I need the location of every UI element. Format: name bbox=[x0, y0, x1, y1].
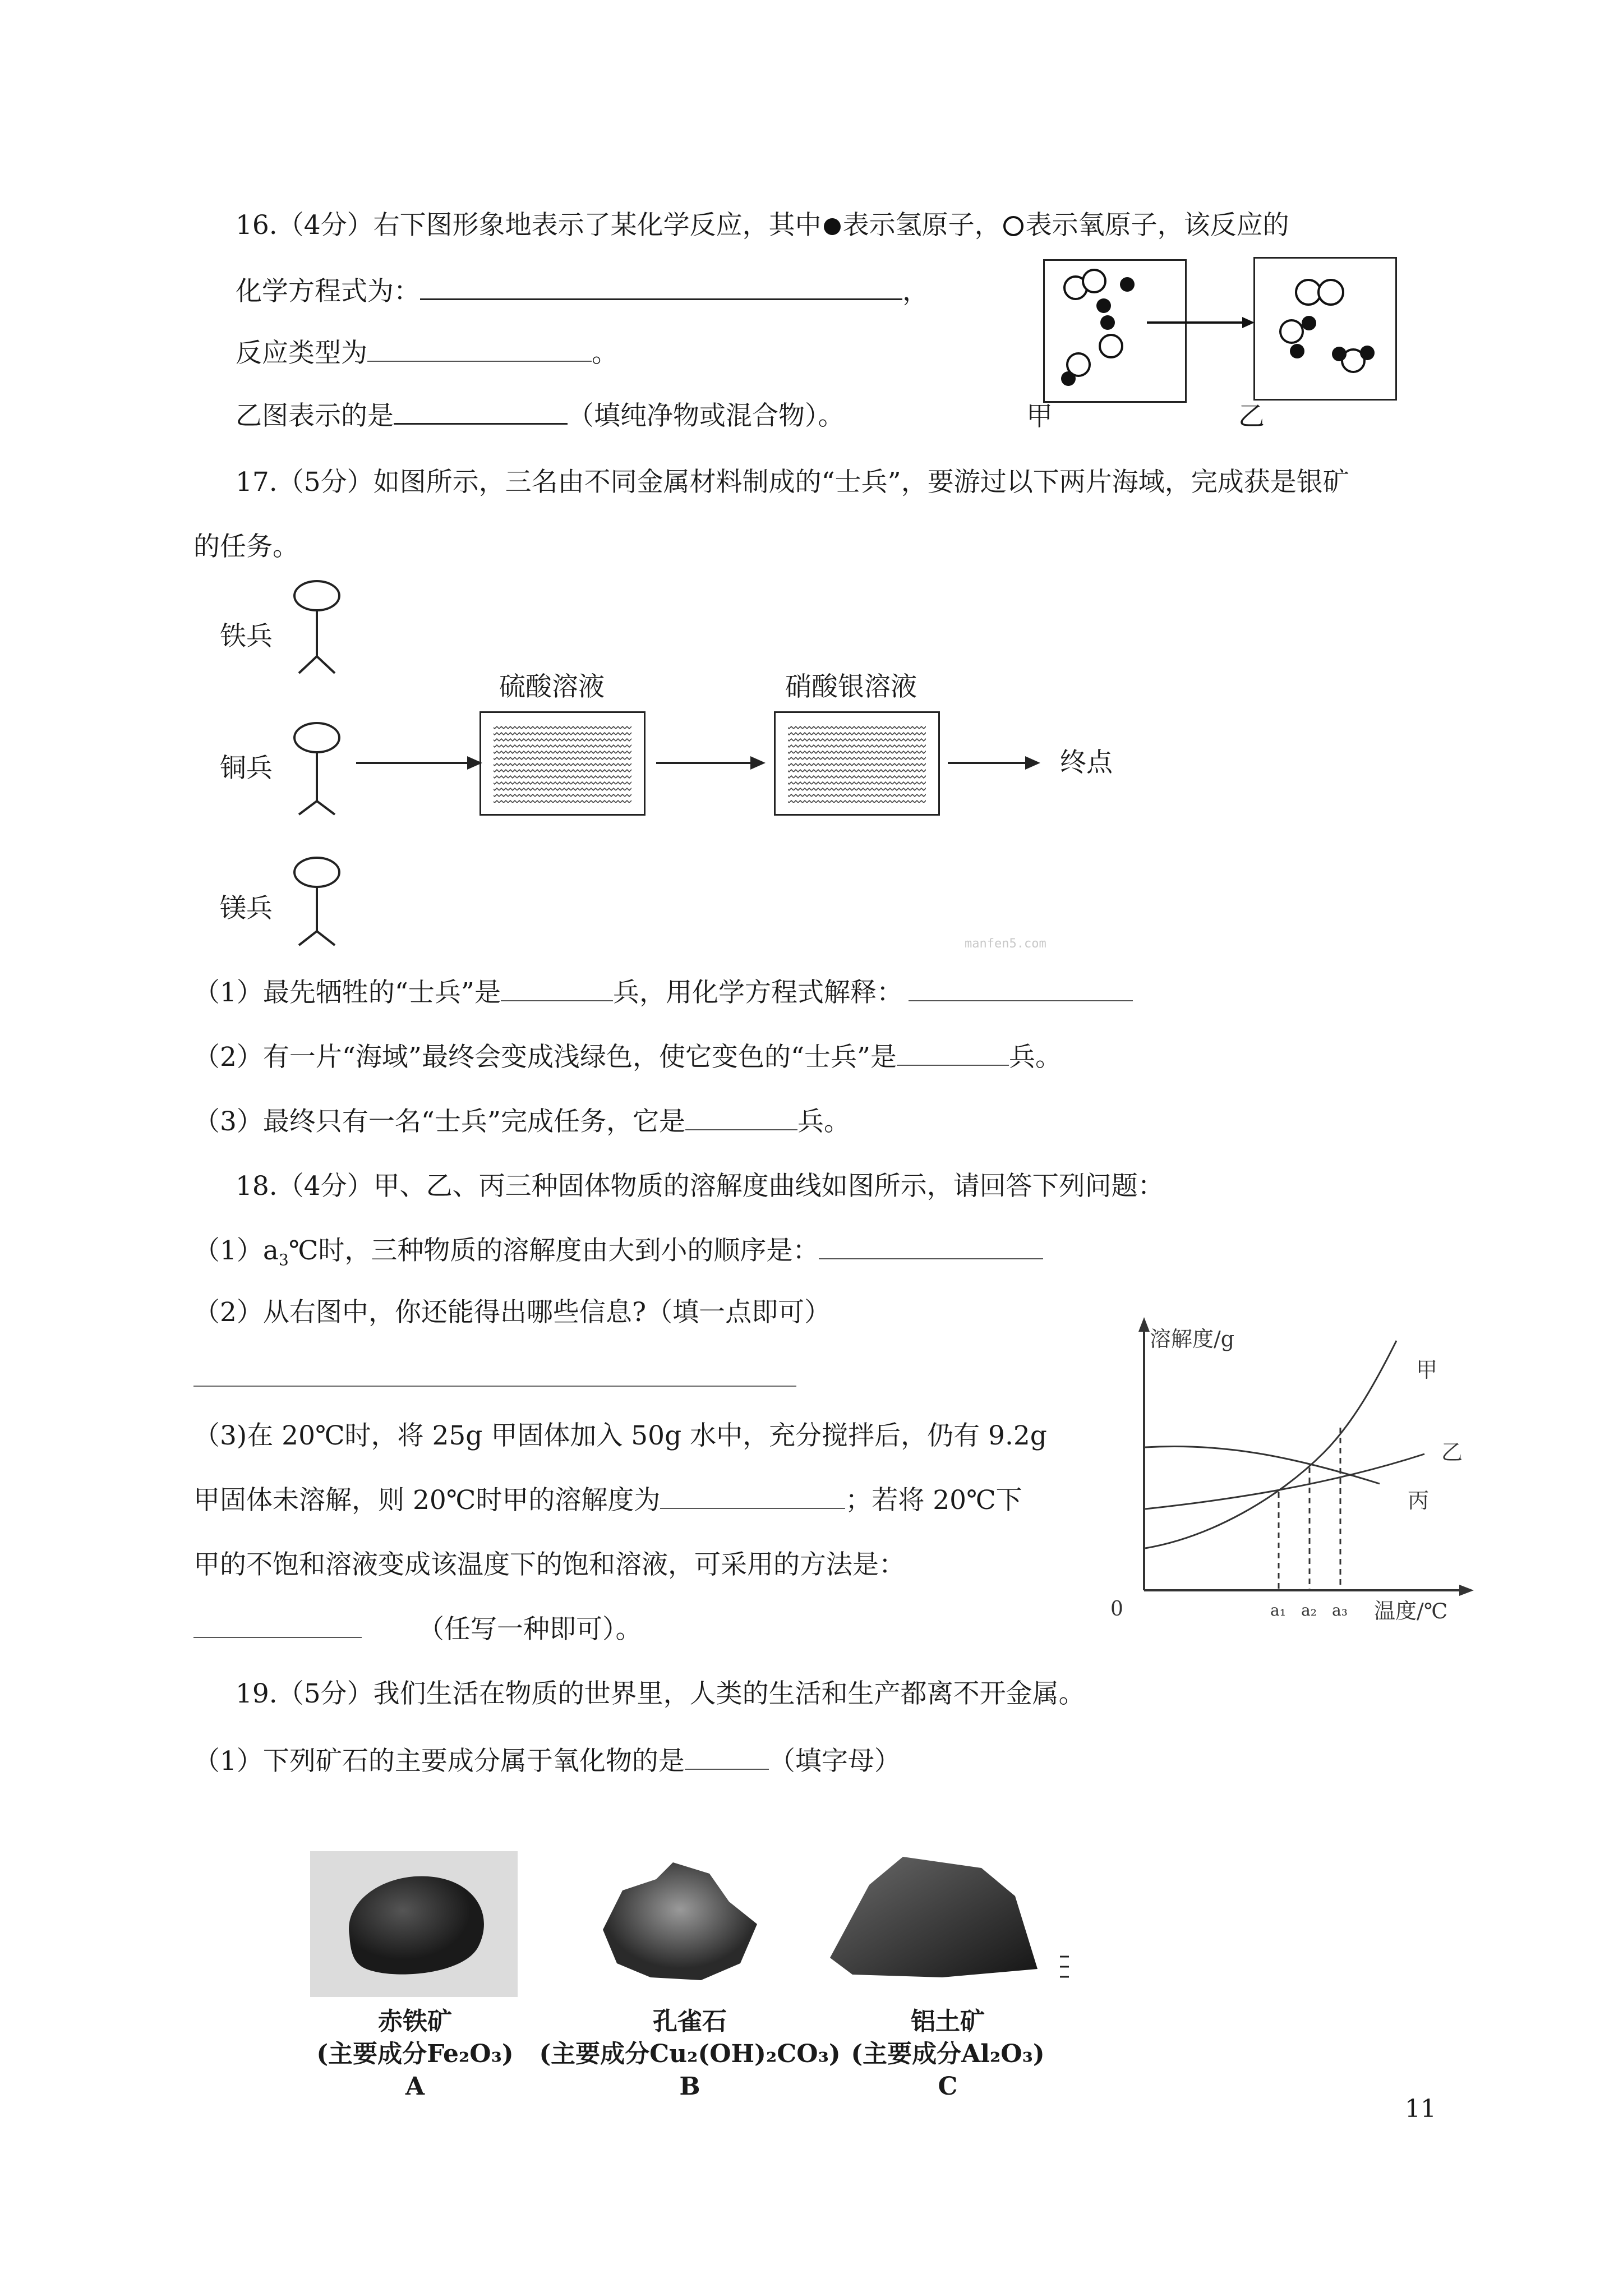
soldier-iron-figure bbox=[294, 581, 339, 610]
malachite-photo bbox=[589, 1857, 768, 1997]
bauxite-photo bbox=[819, 1846, 1054, 1997]
oxide-answer-blank[interactable] bbox=[685, 1746, 769, 1770]
q19-line1: 19.（5分）我们生活在物质的世界里，人类的生活和生产都离不开金属。 bbox=[236, 1678, 1085, 1709]
sea2-label: 硝酸银溶液 bbox=[785, 671, 917, 702]
q18-sub2: （2）从右图中，你还能得出哪些信息?（填一点即可） bbox=[193, 1297, 831, 1328]
curve-label-bing: 丙 bbox=[1408, 1488, 1430, 1513]
product-box-yi bbox=[1253, 257, 1397, 401]
mineral-c-caption: 铝土矿 (主要成分Al₂O₃) C bbox=[851, 2007, 1045, 2101]
crop-marks bbox=[1060, 1952, 1071, 1986]
tick-a3: a₃ bbox=[1332, 1601, 1348, 1619]
stick-figures bbox=[289, 578, 356, 948]
curve-yi bbox=[1145, 1446, 1380, 1484]
page-number: 11 bbox=[1405, 2095, 1436, 2123]
curve-bing bbox=[1145, 1454, 1424, 1509]
q18-sub3-l1: （3)在 20℃时，将 25g 甲固体加入 50g 水中，充分搅拌后，仍有 9.2g bbox=[193, 1420, 1047, 1451]
tick-a1: a₁ bbox=[1270, 1601, 1286, 1619]
equation-blank[interactable] bbox=[420, 276, 902, 300]
hydrogen-atom-icon bbox=[824, 218, 841, 235]
method-blank[interactable] bbox=[193, 1614, 362, 1638]
solubility-blank[interactable] bbox=[660, 1485, 845, 1509]
q16-line4: 乙图表示的是 （填纯净物或混合物）。 bbox=[236, 401, 845, 431]
q19-sub1: （1）下列矿石的主要成分属于氧化物的是 （填字母） bbox=[193, 1746, 901, 1777]
q16-line1: 16.（4分）右下图形象地表示了某化学反应，其中 表示氢原子， 表示氧原子，该反应的 bbox=[236, 210, 1289, 241]
sea1-label: 硫酸溶液 bbox=[499, 671, 605, 702]
q18-sub3-l3: 甲的不饱和溶液变成该温度下的饱和溶液，可采用的方法是： bbox=[193, 1549, 905, 1580]
equation-blank-17[interactable] bbox=[909, 978, 1133, 1001]
graph-xlabel: 温度/℃ bbox=[1374, 1599, 1448, 1623]
label-jia: 甲 bbox=[1026, 401, 1053, 432]
q17-line2: 的任务。 bbox=[193, 531, 299, 562]
product-molecules bbox=[1255, 259, 1395, 399]
q17-sub2: （2）有一片“海域”最终会变成浅绿色，使它变色的“士兵”是 兵。 bbox=[193, 1042, 1062, 1073]
info-blank[interactable] bbox=[193, 1386, 796, 1387]
q16-line2: 化学方程式为： ， bbox=[236, 276, 929, 307]
graph-origin: 0 bbox=[1110, 1598, 1123, 1621]
q18-sub1: $(1)a_3℃$时，三种物质的溶解度由大到小的顺序是： bbox=[193, 1234, 1043, 1277]
reactant-box-jia bbox=[1043, 259, 1187, 403]
malachite-rock bbox=[589, 1857, 768, 1997]
arrow-icon bbox=[656, 752, 768, 774]
solubility-graph bbox=[1110, 1313, 1492, 1627]
mineral-b-caption: 孔雀石 (主要成分Cu₂(OH)₂CO₃) B bbox=[539, 2007, 841, 2101]
q17-sub1: （1）最先牺牲的“士兵”是 兵，用化学方程式解释： bbox=[193, 976, 1133, 1010]
q18-sub3-l4: （任写一种即可）。 bbox=[193, 1613, 642, 1646]
endpoint-label: 终点 bbox=[1060, 747, 1113, 778]
survivor-blank[interactable] bbox=[685, 1107, 797, 1130]
q17-line1: 17.（5分）如图所示，三名由不同金属材料制成的“士兵”，要游过以下两片海域，完成获是银矿 bbox=[236, 467, 1349, 498]
soldier-magnesium-label: 镁兵 bbox=[220, 893, 273, 924]
color-change-blank[interactable] bbox=[897, 1042, 1009, 1066]
reactant-molecules bbox=[1045, 261, 1185, 401]
wave-pattern-1 bbox=[481, 713, 644, 814]
q16-stem: 16.（4分）右下图形象地表示了某化学反应，其中 bbox=[236, 210, 822, 241]
q17-sub3: （3）最终只有一名“士兵”完成任务，它是 兵。 bbox=[193, 1106, 850, 1137]
tick-a2: a₂ bbox=[1301, 1601, 1317, 1619]
arrow-icon bbox=[356, 752, 485, 774]
soldier-copper-label: 铜兵 bbox=[220, 753, 273, 784]
order-blank[interactable] bbox=[819, 1236, 1043, 1259]
sea1-sulfuric-acid bbox=[479, 711, 645, 816]
graph-ylabel: 溶解度/g bbox=[1150, 1327, 1235, 1351]
soldier-copper-figure bbox=[294, 723, 339, 752]
oxygen-atom-icon bbox=[1003, 216, 1023, 236]
curve-jia bbox=[1145, 1341, 1396, 1548]
bauxite-rock bbox=[819, 1846, 1054, 1997]
hematite-photo bbox=[310, 1851, 518, 1997]
curve-label-jia: 甲 bbox=[1416, 1358, 1438, 1382]
curve-label-yi: 乙 bbox=[1441, 1440, 1463, 1465]
sea2-silver-nitrate bbox=[774, 711, 940, 816]
soldier-magnesium-figure bbox=[294, 858, 339, 887]
q16-line3: 反应类型为 。 bbox=[236, 338, 618, 369]
q18-line1: 18.（4分）甲、乙、丙三种固体物质的溶解度曲线如图所示，请回答下列问题： bbox=[236, 1171, 1164, 1202]
soldier-iron-label: 铁兵 bbox=[220, 621, 273, 652]
arrow-icon bbox=[948, 752, 1043, 774]
mineral-a-caption: 赤铁矿 (主要成分Fe₂O₃) A bbox=[316, 2007, 514, 2101]
reaction-arrow-icon bbox=[1147, 314, 1256, 331]
reaction-type-blank[interactable] bbox=[367, 338, 592, 362]
label-yi: 乙 bbox=[1238, 401, 1265, 432]
watermark: manfen5.com bbox=[965, 937, 1046, 951]
wave-pattern-2 bbox=[776, 713, 938, 814]
hematite-rock bbox=[310, 1851, 518, 1997]
first-victim-blank[interactable] bbox=[501, 978, 613, 1001]
substance-type-blank[interactable] bbox=[394, 401, 568, 425]
q18-sub3-l2: 甲固体未溶解，则 20℃时甲的溶解度为 ；若将 20℃下 bbox=[193, 1485, 1022, 1516]
